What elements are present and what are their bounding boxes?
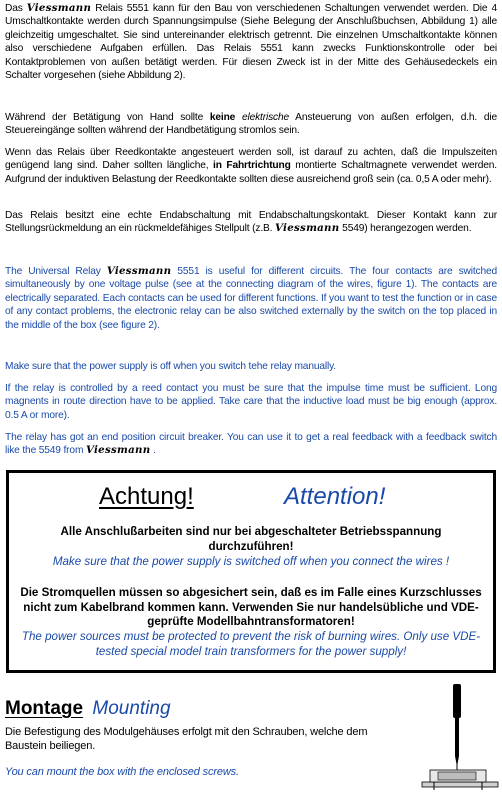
viessmann-logo: Viessmann [85, 444, 151, 457]
screwdriver-icon [453, 684, 461, 770]
english-power-off-paragraph: Make sure that the power supply is off when you switch tehe relay manually. [5, 361, 336, 372]
warning-german-1: Alle Anschlußarbeiten sind nur bei abgeschalteter Betriebsspannung durchzuführen! [60, 525, 442, 553]
mounting-english-text: You can mount the box with the enclosed screws. [5, 766, 239, 778]
mounting-illustration [420, 682, 500, 794]
relay-module-icon [422, 770, 498, 790]
english-intro-paragraph: The Universal Relay Viessmann 5551 is useful for different circuits. The four contacts are switched simultaneously by one voltage pulse (see at the connecting diagram of the wires, figure 1). The contacts are electrically separated. Each contacts can be used for different functions. If you want to test the function or in case of any contact problems, the electronic relay can be also switched externally by the switch on the top placed in the middle of the box (see figure 2). [5, 265, 498, 331]
english-end-switch-paragraph: The relay has got an end position circuit breaker. You can use it to get a real feedback with a feedback switch like the 5549 from Viessmann . [5, 432, 497, 457]
german-reed-contact-paragraph: Wenn das Relais über Reedkontakte angesteuert werden soll, ist darauf zu achten, daß die Impulszeiten genügend lang sind. Daher sollten längliche, in Fahrtrichtung montierte Schaltmagnete verwendet werden. Aufgrund der induktiven Belastung der Reedkontakte sollten diese ausreichend groß sein (ca. 0,5 A oder mehr). [5, 147, 497, 185]
warning-english-2: The power sources must be protected to prevent the risk of burning wires. Only use VDE-tested special model train transformers for the power supply! [21, 630, 481, 658]
warning-german-2: Die Stromquellen müssen so abgesichert sein, daß es im Falle eines Kurzschlusses nicht zum Kabelbrand kommen kann. Verwenden Sie nur handelsübliche und VDE-geprüfte Modellbahntransformatoren! [20, 586, 482, 628]
mounting-heading [5, 697, 171, 721]
warning-title-english: Attention! [284, 483, 386, 510]
german-intro-paragraph: Das Viessmann Relais 5551 kann für den Bau von verschiedenen Schaltungen verwendet werden. Die 4 Umschaltkontakte werden durch Spannungsimpulse (Siehe Belegung der Anschlußbuchsen, Abbildung 1) alle gleichzeitig umgeschaltet. Sie sind untereinander elektrisch getrennt. Die einzelnen Umschaltkontakte können also verschiedene Aufgaben erfüllen. Das Relais 5551 kann zwecks Funktionskontrolle oder bei Kontaktproblemen von außen betätigt werden. Für diesen Zweck ist in der Mitte des Gehäusedeckels ein Schalter vorgesehen (siehe Abbildung 2). [5, 2, 497, 82]
viessmann-logo: Viessmann [26, 2, 92, 14]
german-end-switch-paragraph: Das Relais besitzt eine echte Endabschaltung mit Endabschaltungskontakt. Dieser Kontakt kann zur Stellungsrückmeldung an ein rückmeldefähiges Stellpult (z.B. Viessmann 5549) herangezogen werden. [5, 210, 497, 235]
mounting-title-german: Montage [5, 698, 84, 719]
german-manual-operation-paragraph: Während der Betätigung von Hand sollte keine elektrische Ansteuerung von außen erfolgen, d.h. die Steuereingänge sollten während der Handbetätigung stromlos sein. [5, 112, 497, 137]
warning-box [6, 470, 496, 673]
english-reed-contact-paragraph: If the relay is controlled by a reed contact you must be sure that the impulse time must be sufficient. Long magnents in route direction have to be applied. Take care that the inductive load must be big enough (approx. 0.5 A or more). [5, 383, 497, 421]
viessmann-logo: Viessmann [275, 222, 340, 235]
mounting-title-english: Mounting [92, 698, 171, 719]
viessmann-logo: Viessmann [106, 265, 172, 277]
warning-title-german: Achtung! [99, 483, 194, 510]
warning-english-1: Make sure that the power supply is switched off when you connect the wires ! [52, 555, 450, 568]
mounting-german-text: Die Befestigung des Modulgehäuses erfolgt mit den Schrauben, welche dem Baustein beiliegen. [5, 726, 368, 752]
